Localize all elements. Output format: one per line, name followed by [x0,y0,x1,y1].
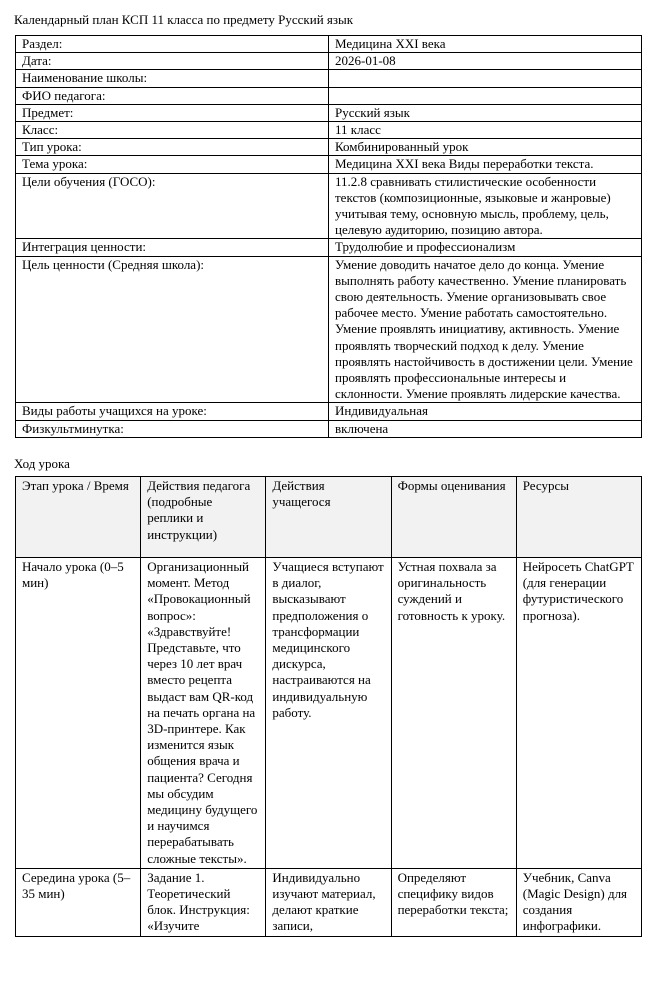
lesson-cell: Устная похвала за оригинальность суждений и готовность к уроку. [391,558,516,869]
info-key: Интеграция ценности: [16,239,329,256]
info-row [16,173,642,239]
info-key: Цели обучения (ГОСО): [16,173,329,239]
info-value: 2026-01-08 [329,53,642,70]
lesson-table [15,476,642,937]
info-row [16,122,642,139]
info-row [16,239,642,256]
info-key: Раздел: [16,36,329,53]
info-value: Медицина XXI века [329,36,642,53]
info-key: Наименование школы: [16,70,329,87]
info-value: Медицина XXI века Виды переработки текста. [329,156,642,173]
lesson-cell: Учебник, Canva (Magic Design) для создания инфографики. [516,868,641,936]
lesson-row [16,868,642,936]
lesson-cell: Учащиеся вступают в диалог, высказывают предположения о трансформации медицинского дискурса, настраиваются на индивидуальную работу. [266,558,391,869]
info-row [16,420,642,437]
document-title: Календарный план КСП 11 класса по предмету Русский язык [14,12,354,27]
lesson-cell: Организационный момент. Метод «Провокационный вопрос»: «Здравствуйте! Представьте, что через 10 лет врач вместо рецепта выдаст вам QR-код на печать органа на 3D-принтере. Как изменится язык общения врача и пациента? Сегодня мы обсудим медицину будущего и научимся перерабатывать сложные тексты». [141,558,266,869]
info-key: Цель ценности (Средняя школа): [16,256,329,403]
info-key: Тип урока: [16,139,329,156]
info-row [16,70,642,87]
info-key: Класс: [16,122,329,139]
lesson-cell: Нейросеть ChatGPT (для генерации футуристического прогноза). [516,558,641,869]
info-key: Предмет: [16,104,329,121]
info-key: Дата: [16,53,329,70]
section-label: Ход урока [14,456,70,471]
lesson-header-cell: Ресурсы [516,477,641,558]
lesson-cell: Середина урока (5–35 мин) [16,868,141,936]
lesson-cell: Индивидуально изучают материал, делают краткие записи, [266,868,391,936]
lesson-row [16,558,642,869]
info-key: Тема урока: [16,156,329,173]
lesson-header-cell: Формы оценивания [391,477,516,558]
info-value: включена [329,420,642,437]
info-value [329,70,642,87]
info-row [16,36,642,53]
lesson-cell: Задание 1. Теоретический блок. Инструкция: «Изучите [141,868,266,936]
lesson-header-cell: Действия учащегося [266,477,391,558]
info-row [16,139,642,156]
lesson-header-cell: Действия педагога (подробные реплики и инструкции) [141,477,266,558]
lesson-header-cell: Этап урока / Время [16,477,141,558]
lesson-cell: Определяют специфику видов переработки текста; [391,868,516,936]
info-key: Виды работы учащихся на уроке: [16,403,329,420]
info-value: Индивидуальная [329,403,642,420]
info-key: Физкультминутка: [16,420,329,437]
info-value: 11.2.8 сравнивать стилистические особенности текстов (композиционные, языковые и жанровые) учитывая тему, основную мысль, проблему, цель, целевую аудиторию, позицию автора. [329,173,642,239]
info-row [16,53,642,70]
info-row [16,156,642,173]
info-value: 11 класс [329,122,642,139]
info-row [16,403,642,420]
info-value: Умение доводить начатое дело до конца. Умение выполнять работу качественно. Умение планировать свою деятельность. Умение организовывать свое рабочее место. Умение работать самостоятельно. Умение проявлять инициативу, активность. Умение проявлять творческий подход к делу. Умение проявлять настойчивость в достижении цели. Умение проявлять профессиональные интересы и склонности. Умение проявлять лидерские качества. [329,256,642,403]
info-value [329,87,642,104]
info-value: Комбинированный урок [329,139,642,156]
info-table [15,35,642,438]
info-value: Трудолюбие и профессионализм [329,239,642,256]
lesson-cell: Начало урока (0–5 мин) [16,558,141,869]
info-row [16,87,642,104]
info-row [16,256,642,403]
info-key: ФИО педагога: [16,87,329,104]
info-value: Русский язык [329,104,642,121]
info-row [16,104,642,121]
